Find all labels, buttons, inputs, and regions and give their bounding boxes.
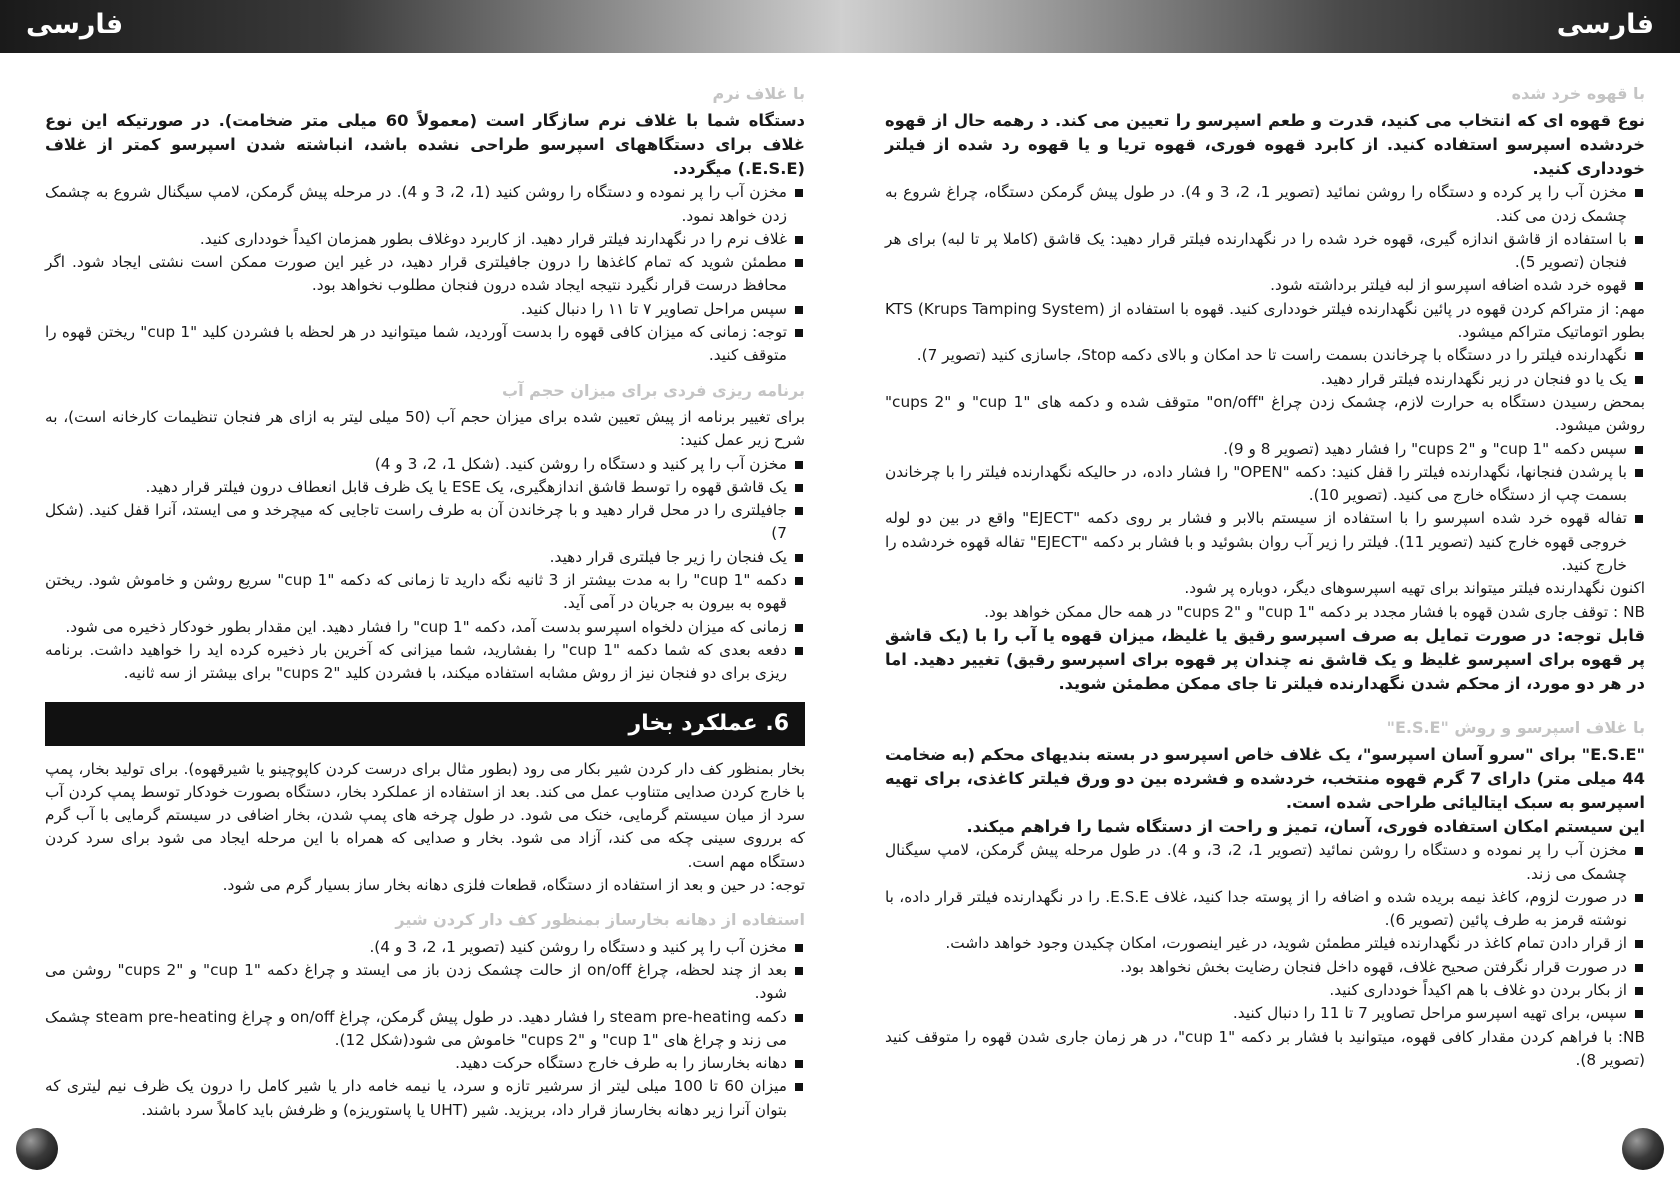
list-item: دهانه بخارساز را به طرف خارج دستگاه حرکت دهید. (45, 1052, 805, 1075)
list-item: در صورت قرار نگرفتن صحیح غلاف، قهوه داخل فنجان رضایت بخش نخواهد بود. (885, 956, 1645, 979)
ground-coffee-steps (885, 181, 1645, 297)
list-item: میزان 60 تا 100 میلی لیتر از سرشیر تازه و سرد، یا نیمه خامه دار یا شیر کامل را درون یک ظرف نیم لیتری که بتوان آنرا زیر دهانه بخارساز قرار داد، بریزید. شیر (UHT یا پاستوریزه) و ظرفش باید کاملاً سرد باشند. (45, 1075, 805, 1122)
steam-paragraph: بخار بمنظور کف دار کردن شیر بکار می رود (بطور مثال برای درست کردن کاپوچینو یا شیرقهوه). برای تولید بخار، پمپ با خارج کردن صدایی متناوب عمل می کند. بعد از استفاده از عملکرد بخار، دستگاه بصورت خودکار توسط پمپ کردن آب سرد از میان سیستم گرمایی، خنک می شود. در طول چرخه های پمپ شدن، بخار اضافی در سیستم گرمایی با آب گرم که برروی سینی چکه می کند، آزاد می شود. بخار و صدایی که همراه با این مرحله ایجاد می شود برای سرد کردن دستگاه مهم است. (45, 759, 805, 871)
right-column (885, 80, 1645, 1072)
nb-note: NB : توقف جاری شدن قهوه با فشار مجدد بر دکمه "1 cup" و "2 cups" در همه حال ممکن خواهد بود. (984, 602, 1645, 621)
water-programming-steps (45, 453, 805, 686)
ground-coffee-steps-2 (885, 344, 1645, 391)
section-title-steam-nozzle: استفاده از دهانه بخارساز بمنظور کف دار کردن شیر (395, 910, 805, 930)
list-item: از قرار دادن تمام کاغذ در نگهدارنده فیلتر مطمئن شوید، در غیر اینصورت، امکان چکیدن وجود خواهد داشت. (885, 932, 1645, 955)
attention-note: قابل توجه: در صورت تمایل به صرف اسپرسو رقیق یا غلیظ، میزان قهوه یا آب را با (یک قاشق پر قهوه برای اسپرسو غلیظ و یک قاشق نه چندان پر قهوه برای اسپرسو رقیق) تغییر دهید. اما در هر دو مورد، از محکم شدن نگهدارنده فیلتر تا جای ممکن مطمئن شوید. (885, 625, 1645, 693)
soft-pod-steps (45, 181, 805, 367)
list-item: سپس دکمه "1 cup" و "2 cups" را فشار دهید (تصویر 8 و 9). (885, 438, 1645, 461)
header-bar-left (0, 0, 840, 53)
steam-nozzle-steps (45, 936, 805, 1122)
list-item: مخزن آب را پر کنید و دستگاه را روشن کنید (تصویر 1، 2، 3 و 4). (45, 936, 805, 959)
section-title-soft-pod: با غلاف نرم (712, 84, 805, 103)
water-programming-intro: برای تغییر برنامه از پیش تعیین شده برای میزان حجم آب (50 میلی لیتر به ازای هر فنجان تنظیمات کارخانه است)، به شرح زیر عمل کنید: (45, 407, 806, 450)
list-item: یک یا دو فنجان در زیر نگهدارنده فیلتر قرار دهید. (885, 368, 1645, 391)
ese-steps (885, 839, 1645, 1025)
list-item: با پرشدن فنجانها، نگهدارنده فیلتر را قفل کنید: دکمه "OPEN" را فشار داده، در حالیکه نگهدارنده فیلتر را با چرخاندن بسمت چپ از دستگاه خارج می کنید. (تصویر 10). (885, 461, 1645, 508)
list-item: مطمئن شوید که تمام کاغذها را درون جافیلتری قرار دهید، در غیر این صورت ممکن است نشتی ایجاد شود. اگر محافظ درست قرار نگیرد نتیجه ایجاد شده درون فنجان مطلوب نخواهد بود. (45, 251, 805, 298)
section-heading-steam-function: 6. عملکرد بخار (45, 702, 805, 746)
list-item: نگهدارنده فیلتر را در دستگاه با چرخاندن بسمت راست تا حد امکان و بالای دکمه Stop، جاسازی کنید (تصویر 7). (885, 344, 1645, 367)
page-corner-circle-right (1622, 1128, 1664, 1170)
list-item: مخزن آب را پر کنید و دستگاه را روشن کنید. (شکل 1، 2، 3 و 4) (45, 453, 805, 476)
left-column (45, 80, 805, 1122)
section-title-ese-pod: با غلاف اسپرسو و روش "E.S.E" (1386, 717, 1645, 737)
list-item: با استفاده از قاشق اندازه گیری، قهوه خرد شده را در نگهدارنده فیلتر قرار دهید: یک قاشق (کاملا پر تا لبه) برای هر فنجان (تصویر 5). (885, 228, 1645, 275)
list-item: سپس مراحل تصاویر ۷ تا ۱۱ را دنبال کنید. (45, 298, 805, 321)
list-item: دکمه steam pre-heating را فشار دهید. در طول پیش گرمکن، چراغ on/off و چراغ steam pre-heating چشمک می زند و چراغ های "1 cup" و "2 cups" خاموش می شود(شکل 12). (45, 1006, 805, 1053)
section-title-ground-coffee: با قهوه خرد شده (1511, 84, 1645, 103)
ese-intro-2: این سیستم امکان استفاده فوری، آسان، تمیز و راحت از دستگاه شما را فراهم میکند. (966, 817, 1645, 837)
list-item: در صورت لزوم، کاغذ نیمه بریده شده و اضافه را از پوسته جدا کنید، غلاف E.S.E. را در نگهدارنده فیلتر قرار داده، با نوشته قرمز به طرف پائین (تصویر 6). (885, 886, 1645, 933)
section-title-water-programming: برنامه ریزی فردی برای میزان حجم آب (502, 380, 805, 400)
list-item: مخزن آب را پر نموده و دستگاه را روشن نمائید (تصویر 1، 2، 3، و 4). در طول مرحله پیش گرمکن، لامپ سیگنال چشمک می زند. (885, 839, 1645, 886)
list-item: سپس، برای تهیه اسپرسو مراحل تصاویر 7 تا 11 را دنبال کنید. (885, 1002, 1645, 1025)
heating-paragraph: بمحض رسیدن دستگاه به حرارت لازم، چشمک زدن چراغ "on/off" متوقف شده و دکمه های "1 cup" و "2 cups" روشن میشود. (885, 392, 1646, 435)
list-item: مخزن آب را پر نموده و دستگاه را روشن کنید (1، 2، 3 و 4). در مرحله پیش گرمکن، لامپ سیگنال شروع به چشمک زدن خواهد نمود. (45, 181, 805, 228)
ground-coffee-intro: نوع قهوه ای که انتخاب می کنید، قدرت و طعم اسپرسو را تعیین می کند. د رهمه حال از قهوه خردشده اسپرسو استفاده کنید. از کابرد قهوه فوری، قهوه تریا و یا قهوه رد شده از فیلتر خودداری کنید. (885, 111, 1645, 179)
tamping-note: مهم: از متراکم کردن قهوه در پائین نگهدارنده فیلتر خودداری کنید. قهوه با استفاده از (Krups Tamping System) KTS بطور اتوماتیک متراکم میشود. (885, 299, 1645, 342)
list-item: غلاف نرم را در نگهدارند فیلتر قرار دهید. از کاربرد دوغلاف بطور همزمان اکیداً خودداری کنید. (45, 228, 805, 251)
language-label-right: فارسی (1556, 9, 1654, 40)
refill-paragraph: اکنون نگهدارنده فیلتر میتواند برای تهیه اسپرسوهای دیگر، دوباره پر شود. (1184, 579, 1645, 598)
list-item: توجه: زمانی که میزان کافی قهوه را بدست آوردید، شما میتوانید در هر لحظه با فشردن کلید "1 cup" ریختن قهوه را متوقف کنید. (45, 321, 805, 368)
list-item: از بکار بردن دو غلاف با هم اکیداً خودداری کنید. (885, 979, 1645, 1002)
list-item: بعد از چند لحظه، چراغ on/off از حالت چشمک زدن باز می ایستد و چراغ دکمه "1 cup" و "2 cups" روشن می شود. (45, 959, 805, 1006)
list-item: یک قاشق قهوه را توسط قاشق اندازهگیری، یک ESE یا یک ظرف قابل انعطاف درون فیلتر قرار دهید. (45, 476, 805, 499)
ground-coffee-steps-3 (885, 438, 1645, 578)
page-corner-circle-left (16, 1128, 58, 1170)
list-item: مخزن آب را پر کرده و دستگاه را روشن نمائید (تصویر 1، 2، 3 و 4). در طول پیش گرمکن دستگاه، چراغ شروع به چشمک زدن می کند. (885, 181, 1645, 228)
ese-nb-note: NB: با فراهم کردن مقدار کافی قهوه، میتوانید با فشار بر دکمه "1 cup"، در هر زمان جاری شدن قهوه را متوقف کنید (تصویر 8). (885, 1027, 1645, 1069)
list-item: دفعه بعدی که شما دکمه "1 cup" را بفشارید، شما میزانی که آخرین بار ذخیره کرده اید را خواهید داشت. برنامه ریزی برای دو فنجان نیز از روش مشابه استفاده میکند، با فشردن کلید "2 cups" برای بیشتر از سه ثانیه. (45, 639, 805, 686)
list-item: قهوه خرد شده اضافه اسپرسو از لبه فیلتر برداشته شود. (885, 274, 1645, 297)
language-label-left: فارسی (26, 9, 124, 40)
header-bar-right (840, 0, 1680, 53)
soft-pod-intro: دستگاه شما با غلاف نرم سازگار است (معمولاً 60 میلی متر ضخامت). در صورتیکه این نوع غلاف برای دستگاههای اسپرسو طراحی نشده باشد، انباشته شدن اسپرسو کمتر از غلاف (E.S.E.) میگردد. (45, 111, 805, 179)
ese-intro: "E.S.E" برای "سرو آسان اسپرسو"، یک غلاف خاص اسپرسو در بسته بندیهای محکم (به ضخامت 44 میلی متر) دارای 7 گرم قهوه منتخب، خردشده و فشرده بین دو ورق فیلتر کاغذی، برای تهیه اسپرسو به سبک ایتالیائی طراحی شده است. (885, 745, 1645, 813)
list-item: تفاله قهوه خرد شده اسپرسو را با استفاده از سیستم بالابر و فشار بر روی دکمه "EJECT" واقع در بین دو لوله خروجی قهوه خارج کنید (تصویر 11). فیلتر را زیر آب روان بشوئید و با فشار بر دکمه "EJECT" تفاله قهوه خردشده را خارج کنید. (885, 507, 1645, 577)
steam-caution-note: توجه: در حین و بعد از استفاده از دستگاه، قطعات فلزی دهانه بخار ساز بسیار گرم می شود. (222, 876, 805, 895)
list-item: یک فنجان را زیر جا فیلتری قرار دهید. (45, 546, 805, 569)
list-item: زمانی که میزان دلخواه اسپرسو بدست آمد، دکمه "1 cup" را فشار دهید. این مقدار بطور خودکار ذخیره می شود. (45, 616, 805, 639)
list-item: دکمه "1 cup" را به مدت بیشتر از 3 ثانیه نگه دارید تا زمانی که دکمه "1 cup" سریع روشن و خاموش شود. ریختن قهوه به بیرون به جریان در آمی آید. (45, 569, 805, 616)
list-item: جافیلتری را در محل قرار دهید و با چرخاندن آن به طرف راست تاجایی که میچرخد و می ایستد، آنرا قفل کنید. (شکل 7) (45, 499, 805, 546)
